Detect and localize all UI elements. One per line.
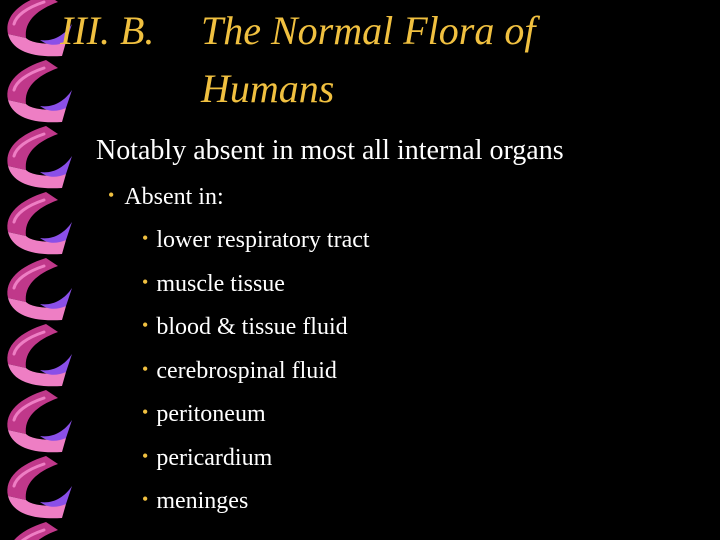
ribbon-segment xyxy=(7,390,72,452)
bullet-dot-icon: • xyxy=(142,271,149,292)
list-item xyxy=(142,312,370,356)
list-item xyxy=(142,399,370,443)
ribbon-decoration-icon xyxy=(0,0,110,540)
bullet-dot-icon: • xyxy=(108,185,115,206)
list-item-text: peritoneum xyxy=(156,401,266,427)
ribbon-segment xyxy=(7,192,72,254)
list-item-text: cerebrospinal fluid xyxy=(156,357,337,384)
list-item-text: blood & tissue fluid xyxy=(156,314,348,340)
list-item xyxy=(142,225,370,269)
list-item xyxy=(142,443,370,487)
list-item xyxy=(142,269,370,313)
list-item xyxy=(142,356,370,400)
ribbon-segment xyxy=(7,522,72,540)
list-item-text: pericardium xyxy=(156,444,273,471)
list-item-text: meninges xyxy=(156,488,249,514)
title-line-1: The Normal Flora of xyxy=(201,8,536,53)
ribbon-segment xyxy=(7,456,72,518)
ribbon-segment xyxy=(7,258,72,320)
bullet-dot-icon: • xyxy=(142,228,149,249)
absent-in-list xyxy=(142,225,370,530)
bullet-level-2-text: Absent in: xyxy=(124,184,224,210)
bullet-dot-icon: • xyxy=(142,489,149,510)
bullet-level-2 xyxy=(108,182,224,213)
list-item-text: lower respiratory tract xyxy=(156,227,370,253)
ribbon-segment xyxy=(7,126,72,188)
list-item xyxy=(142,486,370,530)
list-item-text: muscle tissue xyxy=(156,270,285,297)
title-line-2: Humans xyxy=(201,66,335,111)
bullet-dot-icon: • xyxy=(142,402,149,423)
bullet-dot-icon: • xyxy=(142,445,149,466)
bullet-level-1-text: Notably absent in most all internal organs xyxy=(96,135,564,166)
bullet-dot-icon: • xyxy=(142,358,149,379)
ribbon-segment xyxy=(7,60,72,122)
ribbon-segment xyxy=(7,324,72,386)
title-number: III. B. xyxy=(60,8,155,53)
bullet-dot-icon: • xyxy=(142,315,149,336)
bullet-level-1 xyxy=(96,134,564,168)
